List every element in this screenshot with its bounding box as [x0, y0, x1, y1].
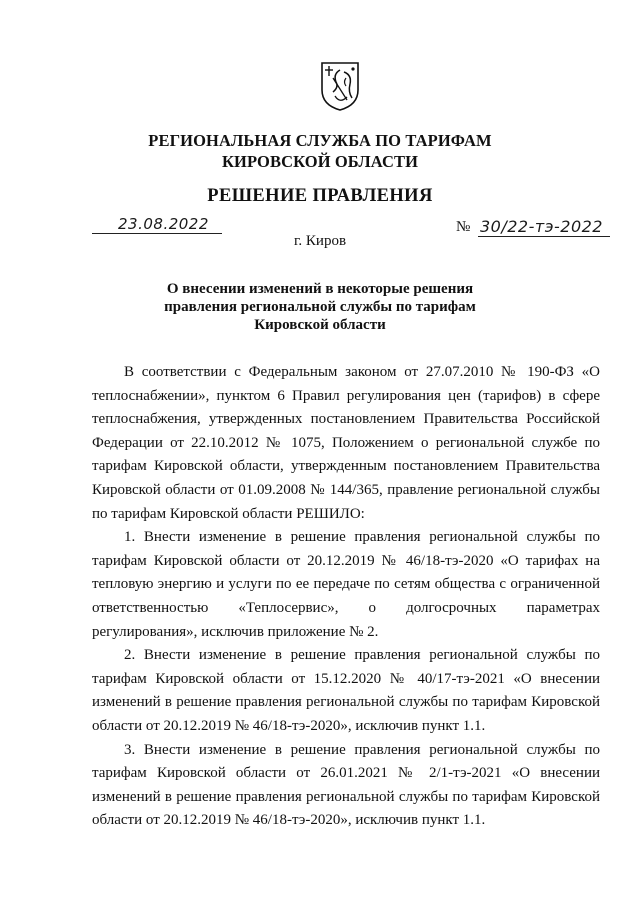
subject-line3: Кировской области	[254, 317, 386, 333]
city: г. Киров	[293, 233, 347, 249]
preamble-paragraph: В соответствии с Федеральным законом от 27.07.2010 № 190-ФЗ «О теплоснабжении», пунктом 6 Правил регулирования цен (тарифов) в сфере теплоснабжения, утвержденных постановлением Правительства Российской Федерации от 22.10.2012 № 1075, Положением о региональной службе по тарифам Кировской области, утвержденным постановлением Правительства Кировской области от 01.09.2008 № 144/365, правление региональной службы по тарифам Кировской области РЕШИЛО:	[92, 364, 600, 522]
organization-name-line2: КИРОВСКОЙ ОБЛАСТИ	[221, 152, 419, 171]
kirov-coat-of-arms-emblem	[319, 60, 361, 112]
document-body	[92, 361, 600, 833]
item-2-paragraph: 2. Внести изменение в решение правления региональной службы по тарифам Кировской области от 15.12.2020 № 40/17-тэ-2021 «О внесении изменений в решение правления региональной службы по тарифам Кировской области от 20.12.2019 № 46/18-тэ-2020», исключив пункт 1.1.	[92, 647, 600, 734]
number-sign: №	[456, 219, 471, 235]
organization-name-line1: РЕГИОНАЛЬНАЯ СЛУЖБА ПО ТАРИФАМ	[148, 131, 492, 150]
document-type-title: РЕШЕНИЕ ПРАВЛЕНИЯ	[207, 186, 433, 206]
handwritten-date: 23.08.2022	[118, 215, 209, 233]
subject-line1: О внесении изменений в некоторые решения	[166, 281, 474, 297]
item-1-paragraph: 1. Внести изменение в решение правления региональной службы по тарифам Кировской области от 20.12.2019 № 46/18-тэ-2020 «О тарифах на тепловую энергию и услуги по ее передаче по сетям общества с ограниченной ответственностью «Теплосервис», о долгосрочных параметрах регулирования», исключив приложение № 2.	[92, 529, 600, 640]
item-3-paragraph: 3. Внести изменение в решение правления региональной службы по тарифам Кировской области от 26.01.2021 № 2/1-тэ-2021 «О внесении изменений в решение правления региональной службы по тарифам Кировской области от 20.12.2019 № 46/18-тэ-2020», исключив пункт 1.1.	[92, 741, 600, 829]
subject-line2: правления региональной службы по тарифам	[164, 299, 476, 315]
handwritten-document-number: 30/22-тэ-2022	[480, 217, 603, 236]
